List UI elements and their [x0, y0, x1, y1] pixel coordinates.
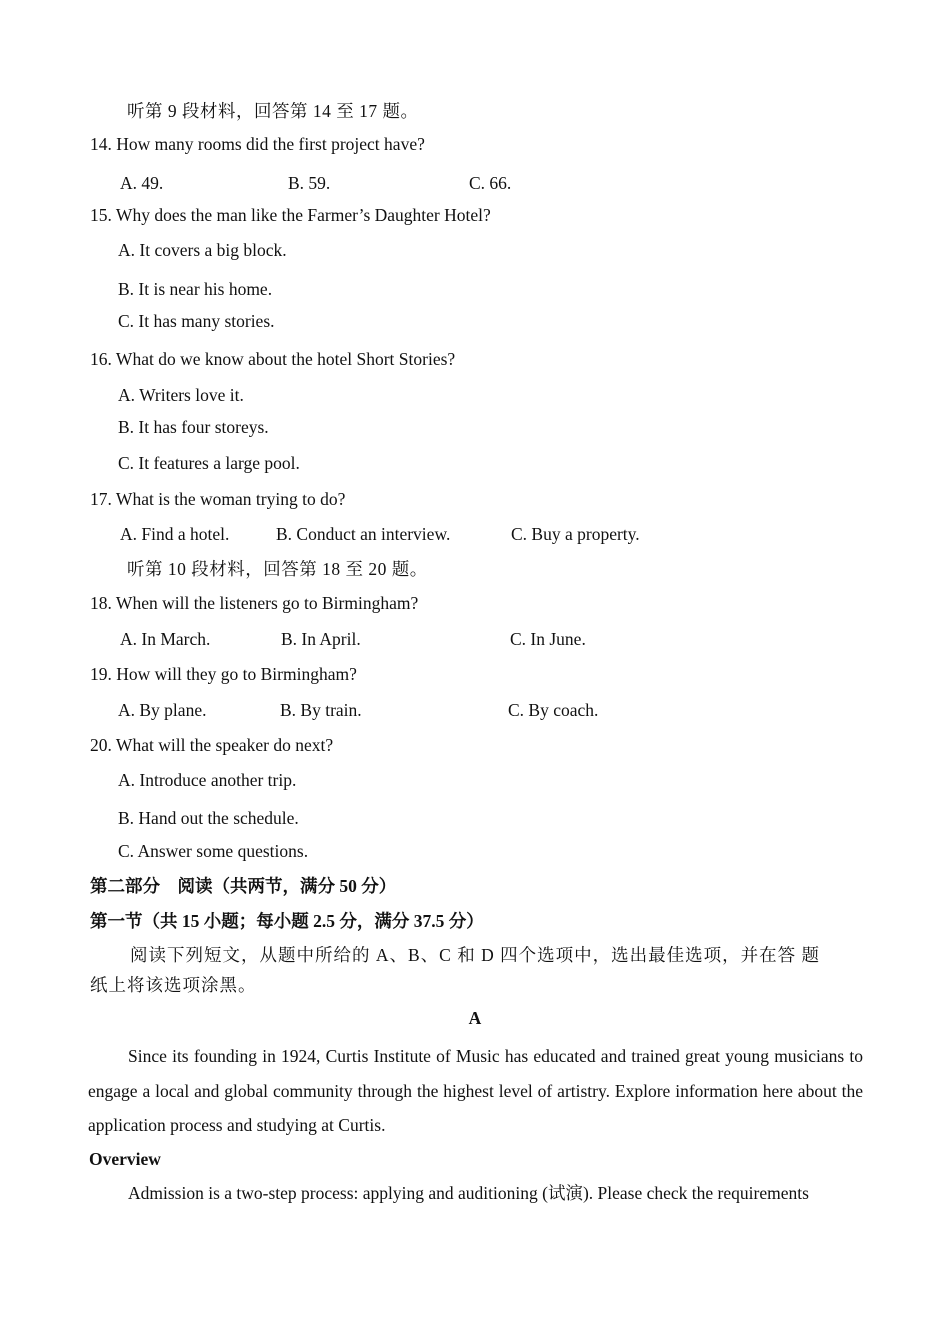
option-a: A. It covers a big block. — [118, 240, 287, 260]
option-b: B. By train. — [280, 700, 362, 720]
option-c: C. 66. — [469, 173, 512, 193]
listening-instruction-10: 听第 10 段材料，回答第 18 至 20 题。 — [127, 559, 428, 579]
overview-heading: Overview — [89, 1149, 161, 1169]
option-b: B. 59. — [288, 173, 331, 193]
option-c: C. By coach. — [508, 700, 599, 720]
question-18-options — [0, 627, 950, 651]
question-20-stem: 20. What will the speaker do next? — [90, 735, 334, 755]
option-a: A. Introduce another trip. — [118, 770, 297, 790]
directions-text: 阅读下列短文，从题中所给的 A、B、C 和 D 四个选项中，选出最佳选项，并在答 题纸上将该选项涂黑。 — [90, 945, 820, 995]
question-18-stem: 18. When will the listeners go to Birmingham? — [90, 593, 419, 613]
question-19-stem: 19. How will they go to Birmingham? — [90, 664, 357, 684]
reading-part-heading: 第二部分 阅读（共两节，满分 50 分） — [90, 876, 397, 896]
option-b: B. It has four storeys. — [118, 417, 269, 437]
listening-instruction-9: 听第 9 段材料，回答第 14 至 17 题。 — [127, 101, 419, 121]
option-a: A. By plane. — [118, 700, 207, 720]
option-c: C. Answer some questions. — [118, 841, 309, 861]
option-a: A. 49. — [120, 173, 164, 193]
option-a: A. Find a hotel. — [120, 524, 230, 544]
question-17-stem: 17. What is the woman trying to do? — [90, 489, 346, 509]
option-c: C. Buy a property. — [511, 524, 640, 544]
option-b: B. In April. — [281, 629, 361, 649]
passage-intro — [88, 1039, 863, 1143]
question-17-options — [0, 522, 950, 546]
option-b: B. Hand out the schedule. — [118, 808, 299, 828]
option-b: B. It is near his home. — [118, 279, 273, 299]
reading-section-heading: 第一节（共 15 小题；每小题 2.5 分，满分 37.5 分） — [90, 911, 484, 931]
question-14-stem: 14. How many rooms did the first project have? — [90, 134, 425, 154]
reading-directions — [90, 940, 835, 1000]
option-c: C. In June. — [510, 629, 586, 649]
overview-text: Admission is a two-step process: applying and auditioning (试演). Please check the requirements — [128, 1183, 809, 1203]
intro-paragraph: Since its founding in 1924, Curtis Institute of Music has educated and trained great young musicians to engage a local and global community through the highest level of artistry. Explore information here about the application process and studying at Curtis. — [88, 1046, 863, 1135]
option-c: C. It has many stories. — [118, 311, 275, 331]
question-14-options — [0, 171, 950, 195]
question-15-stem: 15. Why does the man like the Farmer’s Daughter Hotel? — [90, 205, 491, 225]
option-a: A. In March. — [120, 629, 211, 649]
option-a: A. Writers love it. — [118, 385, 244, 405]
passage-label: A — [468, 1008, 482, 1028]
overview-paragraph — [88, 1176, 863, 1211]
question-19-options — [0, 698, 950, 722]
option-b: B. Conduct an interview. — [276, 524, 451, 544]
question-16-stem: 16. What do we know about the hotel Short Stories? — [90, 349, 456, 369]
option-c: C. It features a large pool. — [118, 453, 300, 473]
